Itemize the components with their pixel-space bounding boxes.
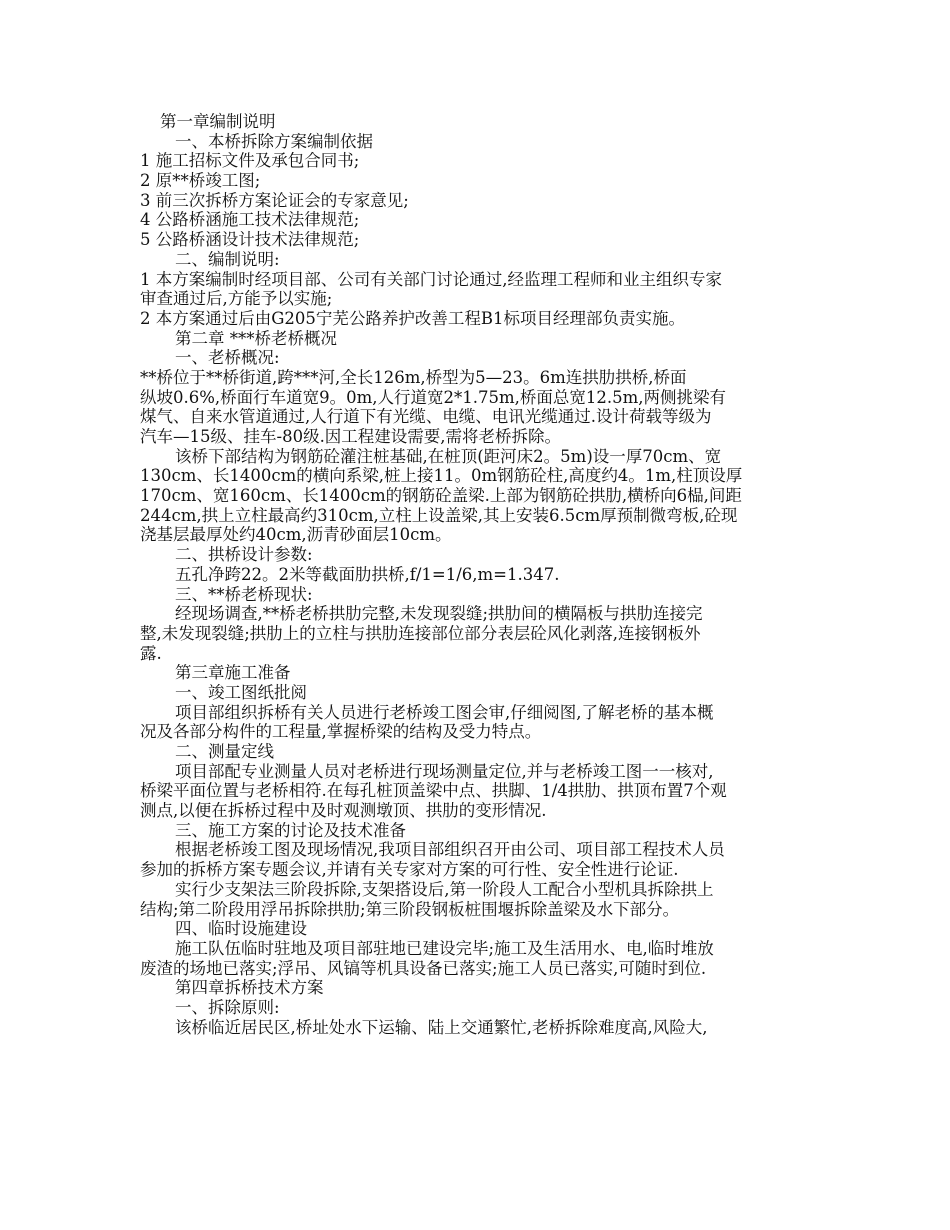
- text-line: 2 原**桥竣工图;: [140, 171, 261, 191]
- text-line: 三、**桥老桥现状:: [175, 584, 313, 604]
- text-line: 170cm、宽160cm、长1400cm的钢筋砼盖梁.上部为钢筋砼拱肋,横桥向6榀,间距: [140, 486, 742, 506]
- text-line: 五孔净跨22。2米等截面肋拱桥,f/1=1/6,m=1.347.: [175, 564, 560, 584]
- text-line: 露.: [140, 643, 162, 663]
- text-line: 审查通过后,方能予以实施;: [140, 289, 333, 309]
- text-line: 桥梁平面位置与老桥相符.在每孔桩顶盖梁中点、拱脚、1/4拱肋、拱顶布置7个观: [140, 781, 727, 801]
- text-line: 废渣的场地已落实;浮吊、风镐等机具设备已落实;施工人员已落实,可随时到位.: [140, 958, 707, 978]
- text-line: 实行少支架法三阶段拆除,支架搭设后,第一阶段人工配合小型机具拆除拱上: [175, 879, 714, 899]
- text-line: 经现场调查,**桥老桥拱肋完整,未发现裂缝;拱肋间的横隔板与拱肋连接完: [175, 604, 703, 624]
- text-line: 5 公路桥涵设计技术法律规范;: [140, 230, 360, 250]
- text-line: 该桥下部结构为钢筋砼灌注桩基础,在桩顶(距河床2。5m)设一厚70cm、宽: [175, 446, 722, 466]
- text-line: 第三章施工准备: [175, 663, 291, 683]
- text-line: 浇基层最厚处约40cm,沥青砂面层10cm。: [140, 525, 452, 545]
- text-line: 测点,以便在拆桥过程中及时观测墩顶、拱肋的变形情况.: [140, 801, 547, 821]
- text-line: 根据老桥竣工图及现场情况,我项目部组织召开由公司、项目部工程技术人员: [175, 840, 725, 860]
- text-line: 二、测量定线: [175, 742, 274, 761]
- text-line: 3 前三次拆桥方案论证会的专家意见;: [140, 190, 409, 210]
- text-line: 第四章拆桥技术方案: [175, 978, 324, 998]
- text-line: 结构;第二阶段用浮吊拆除拱肋;第三阶段钢板桩围堰拆除盖梁及水下部分。: [140, 899, 680, 919]
- text-line: 项目部配专业测量人员对老桥进行现场测量定位,并与老桥竣工图一一核对,: [175, 761, 714, 781]
- text-line: 项目部组织拆桥有关人员进行老桥竣工图会审,仔细阅图,了解老桥的基本概: [175, 702, 714, 722]
- text-line: 244cm,拱上立柱最高约310cm,立柱上设盖梁,其上安装6.5cm厚预制微弯板,砼现: [140, 505, 738, 525]
- text-line: 煤气、自来水管道通过,人行道下有光缆、电缆、电讯光缆通过.设计荷载等级为: [140, 407, 712, 427]
- text-line: 二、拱桥设计参数:: [175, 545, 313, 565]
- text-line: 汽车—15级、挂车-80级.因工程建设需要,需将老桥拆除。: [140, 427, 562, 446]
- text-line: 况及各部分构件的工程量,掌握桥梁的结构及受力特点。: [140, 722, 542, 742]
- text-line: 一、老桥概况:: [175, 348, 280, 368]
- text-line: 二、编制说明:: [175, 249, 280, 269]
- document-body: [140, 112, 810, 1037]
- text-line: 第二章 ***桥老桥概况: [175, 328, 337, 348]
- text-line: **桥位于**桥街道,跨***河,全长126m,桥型为5—23。6m连拱肋拱桥,桥面: [140, 367, 687, 387]
- text-line: 2 本方案通过后由G205宁芜公路养护改善工程B1标项目经理部负责实施。: [140, 308, 686, 328]
- text-line: 整,未发现裂缝;拱肋上的立柱与拱肋连接部位部分表层砼风化剥落,连接钢板外: [140, 623, 701, 643]
- text-line: 四、临时设施建设: [175, 919, 307, 939]
- text-line: 130cm、长1400cm的横向系梁,桩上接11。0m钢筋砼柱,高度约4。1m,柱顶设厚: [140, 466, 743, 486]
- text-line: 1 本方案编制时经项目部、公司有关部门讨论通过,经监理工程师和业主组织专家: [140, 269, 722, 289]
- text-line: 一、本桥拆除方案编制依据: [175, 131, 373, 151]
- text-line: 1 施工招标文件及承包合同书;: [140, 151, 360, 171]
- text-line: 纵坡0.6%,桥面行车道宽9。0m,人行道宽2*1.75m,桥面总宽12.5m,两侧挑梁有: [140, 387, 727, 407]
- text-line: 第一章编制说明: [160, 112, 276, 131]
- text-line: 参加的拆桥方案专题会议,并请有关专家对方案的可行性、安全性进行论证.: [140, 860, 679, 880]
- text-line: 4 公路桥涵施工技术法律规范;: [140, 210, 360, 230]
- text-line: 施工队伍临时驻地及项目部驻地已建设完毕;施工及生活用水、电,临时堆放: [175, 938, 714, 958]
- text-line: 三、施工方案的讨论及技术准备: [175, 820, 406, 840]
- text-line: 该桥临近居民区,桥址处水下运输、陆上交通繁忙,老桥拆除难度高,风险大,: [175, 1017, 708, 1037]
- text-line: 一、拆除原则:: [175, 997, 280, 1017]
- text-line: 一、竣工图纸批阅: [175, 682, 307, 702]
